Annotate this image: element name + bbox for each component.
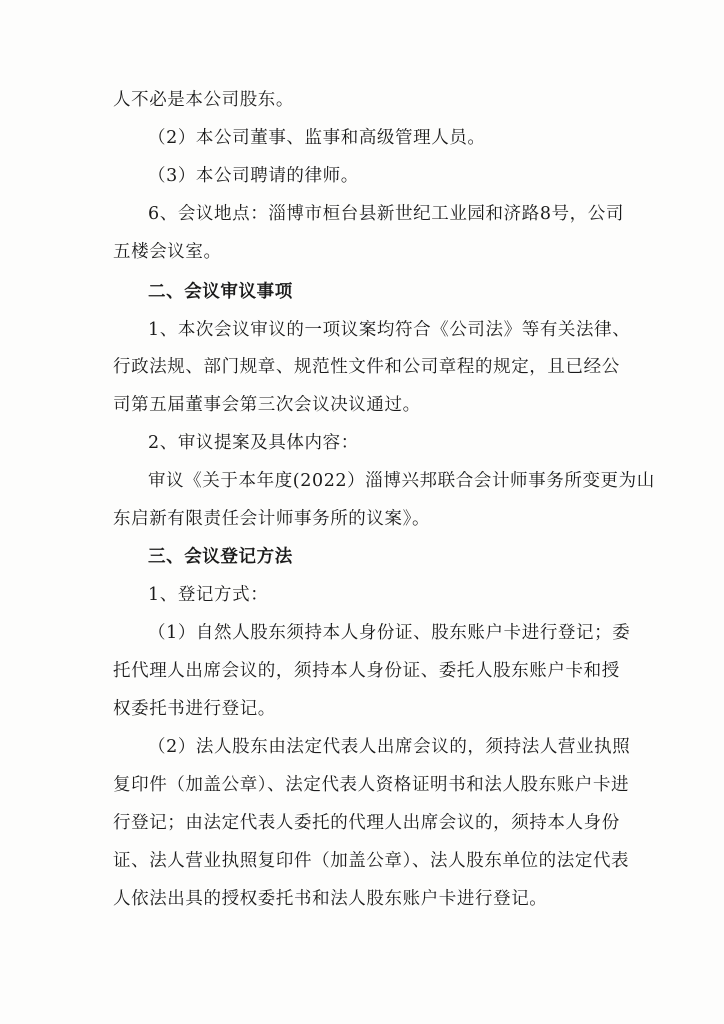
text-line: 审议《关于本年度(2022）淄博兴邦联合会计师事务所变更为山: [148, 471, 655, 491]
text-line: 行登记；由法定代表人委托的代理人出席会议的，须持本人身份: [113, 813, 620, 833]
text-line: 司第五届董事会第三次会议决议通过。: [113, 395, 421, 415]
section-heading: 三、会议登记方法: [148, 547, 293, 567]
text-line: 五楼会议室。: [113, 242, 222, 262]
text-line: 人依法出具的授权委托书和法人股东账户卡进行登记。: [113, 889, 548, 909]
text-line: 托代理人出席会议的，须持本人身份证、委托人股东账户卡和授: [113, 661, 620, 681]
text-line: （2）本公司董事、监事和高级管理人员。: [148, 128, 486, 148]
text-line: 6、会议地点：淄博市桓台县新世纪工业园和济路8号，公司: [148, 204, 624, 224]
text-line: （3）本公司聘请的律师。: [148, 166, 359, 186]
text-line: 权委托书进行登记。: [113, 699, 276, 719]
text-line: 1、本次会议审议的一项议案均符合《公司法》等有关法律、: [148, 320, 631, 340]
text-line: 1、登记方式：: [148, 585, 269, 605]
text-line: 人不必是本公司股东。: [113, 90, 294, 110]
text-line: 证、法人营业执照复印件（加盖公章）、法人股东单位的法定代表: [113, 851, 630, 871]
text-line: （2）法人股东由法定代表人出席会议的，须持法人营业执照: [148, 737, 631, 757]
text-line: （1）自然人股东须持本人身份证、股东账户卡进行登记；委: [148, 623, 631, 643]
section-heading: 二、会议审议事项: [148, 282, 293, 302]
text-line: 行政法规、部门规章、规范性文件和公司章程的规定，且已经公: [113, 357, 620, 377]
text-line: 复印件（加盖公章）、法定代表人资格证明书和法人股东账户卡进: [113, 775, 630, 795]
text-line: 东启新有限责任会计师事务所的议案》。: [113, 509, 431, 529]
text-line: 2、审议提案及具体内容：: [148, 433, 359, 453]
